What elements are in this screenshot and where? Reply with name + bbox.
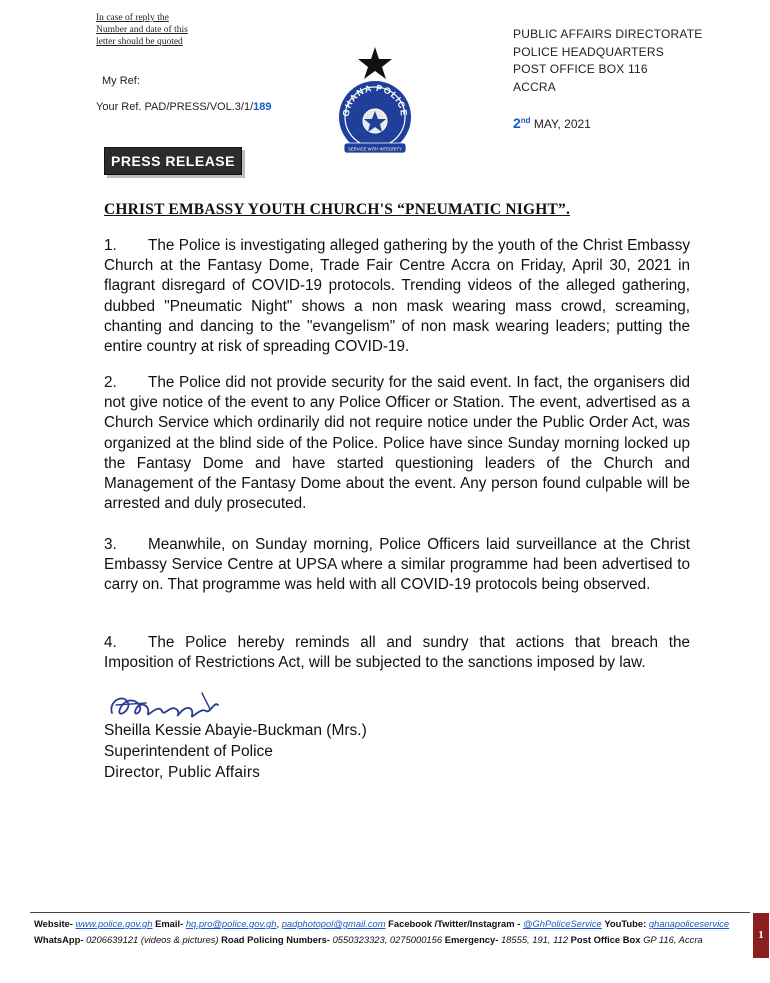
- paragraph-number: 3.: [104, 536, 117, 553]
- signatory-name: Sheilla Kessie Abayie-Buckman (Mrs.): [104, 722, 367, 739]
- your-ref-prefix: Your Ref. PAD/PRESS/VOL.3/1/: [96, 101, 254, 113]
- paragraph-text: The Police did not provide security for the said event. In fact, the organisers did not give notice of the event to any Police Officer or Station. The event, advertised as a Church Service which ordinarily did not require notice under the Public Order Act, was organized at the blind side of the Police. Police have since Sunday morning locked up the Fantasy Dome and have started questioning leaders of the Church and Management of the Fantasy Dome about the event. Any person found culpable will be arrested and duly prosecuted.: [104, 374, 690, 513]
- road-policing-numbers: 0550323323, 0275000156: [332, 934, 443, 945]
- paragraph-number: 1.: [104, 237, 117, 254]
- address-line: POST OFFICE BOX 116: [513, 62, 648, 76]
- footer-divider: [30, 912, 750, 913]
- date-day: 2: [513, 115, 521, 131]
- social-label: Facebook /Twitter/Instagram -: [388, 918, 521, 929]
- letter-date: [513, 115, 591, 131]
- address-line: PUBLIC AFFAIRS DIRECTORATE: [513, 27, 703, 41]
- social-handle-link[interactable]: @GhPoliceService: [522, 918, 602, 929]
- date-month-year: MAY, 2021: [530, 117, 591, 131]
- crest-text: GHANA POLICE: [340, 82, 410, 118]
- your-ref-number: 189: [253, 101, 272, 113]
- footer-line-2: [34, 934, 703, 945]
- date-suffix: nd: [520, 116, 531, 125]
- ghana-police-crest-icon: [322, 45, 428, 163]
- paragraph-3: [104, 535, 690, 596]
- signatory-rank: Superintendent of Police: [104, 743, 273, 760]
- paragraph-text: The Police is investigating alleged gathering by the youth of the Christ Embassy Church at the Fantasy Dome, Trade Fair Centre Accra on Friday, April 30, 2021 in flagrant disregard of COVID-19 protocols. Trending videos of the alleged gathering, dubbed "Pneumatic Night" shows a non mask wearing mass crowd, screaming, chanting and dancing to the "evangelism" of non mask wearing leaders; putting the entire country at risk of spreading COVID-19.: [104, 237, 690, 356]
- emergency-numbers: 18555, 191, 112: [500, 934, 569, 945]
- paragraph-number: 4.: [104, 634, 117, 651]
- youtube-link[interactable]: ghanapoliceservice: [648, 918, 730, 929]
- email-link-2[interactable]: padphotopol@gmail.com: [281, 918, 386, 929]
- pob-value: GP 116, Accra: [643, 934, 703, 945]
- pob-label: Post Office Box: [570, 934, 641, 945]
- paragraph-1: [104, 236, 690, 357]
- paragraph-text: The Police hereby reminds all and sundry that actions that breach the Imposition of Restrictions Act, will be subjected to the sanctions imposed by law.: [104, 634, 690, 672]
- paragraph-text: Meanwhile, on Sunday morning, Police Officers laid surveillance at the Christ Embassy Service Centre at UPSA where a similar programme had been advertised to carry on. That programme was held with all COVID-19 protocols being observed.: [104, 536, 690, 594]
- address-block: [513, 26, 702, 96]
- website-link[interactable]: www.police.gov.gh: [75, 918, 153, 929]
- emergency-label: Emergency-: [444, 934, 499, 945]
- whatsapp-label: WhatsApp-: [34, 934, 84, 945]
- whatsapp-number: 0206639121 (videos & pictures): [86, 934, 219, 945]
- quote-note-line: letter should be quoted: [96, 37, 183, 47]
- quote-note-line: Number and date of this: [96, 25, 188, 35]
- road-policing-label: Road Policing Numbers-: [221, 934, 330, 945]
- page-number: 1: [753, 913, 769, 958]
- my-ref: My Ref:: [102, 75, 140, 87]
- document-title: CHRIST EMBASSY YOUTH CHURCH'S “PNEUMATIC NIGHT”.: [104, 201, 571, 218]
- signatory-title: Director, Public Affairs: [104, 764, 261, 781]
- paragraph-number: 2.: [104, 374, 117, 391]
- email-link-1[interactable]: hq.pro@police.gov.gh: [185, 918, 277, 929]
- address-line: POLICE HEADQUARTERS: [513, 44, 664, 59]
- crest-motto: SERVICE WITH INTEGRITY: [348, 146, 402, 152]
- address-line: ACCRA: [513, 79, 557, 94]
- press-release-label: PRESS RELEASE: [104, 147, 242, 175]
- footer-line-1: Website- www.police.gov.gh Email- hq.pro@police.gov.gh, padphotopol@gmail.com Facebook /Twitter/Instagram - @GhPoliceService YouTube: ghanapoliceservice: [34, 918, 730, 929]
- quote-note-line: In case of reply the: [96, 13, 169, 23]
- paragraph-4: [104, 633, 690, 673]
- quote-reference-note: [96, 12, 188, 48]
- your-ref: [96, 101, 272, 113]
- youtube-label: YouTube:: [604, 918, 647, 929]
- paragraph-2: [104, 373, 690, 514]
- email-label: Email-: [155, 918, 184, 929]
- website-label: Website-: [34, 918, 73, 929]
